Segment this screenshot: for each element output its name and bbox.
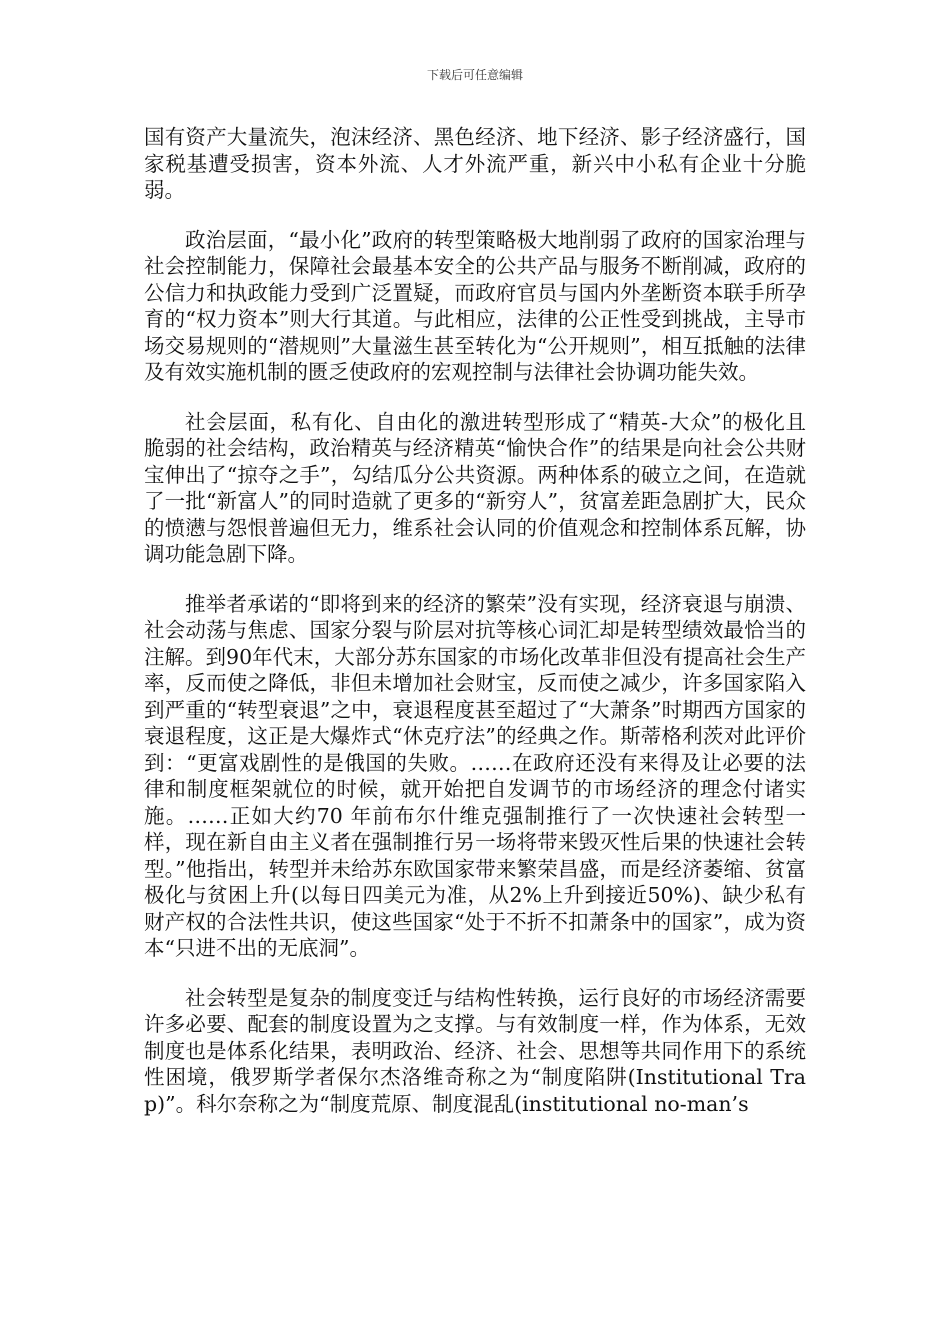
- paragraph-3: 社会层面，私有化、自由化的激进转型形成了“精英-大众”的极化且脆弱的社会结构，政治精英与经济精英“愉快合作”的结果是向社会公共财宝伸出了“掠夺之手”，勾结瓜分公共资源。两种体系的破立之间，在造就了一批“新富人”的同时造就了更多的“新穷人”，贫富差距急剧扩大，民众的愤懑与怨恨普遍但无力，维系社会认同的价值观念和控制体系瓦解，协调功能急剧下降。: [144, 409, 806, 566]
- paragraph-1: 国有资产大量流失，泡沫经济、黑色经济、地下经济、影子经济盛行，国家税基遭受损害，资本外流、人才外流严重，新兴中小私有企业十分脆弱。: [144, 125, 806, 202]
- page-header: 下载后可任意编辑: [426, 68, 523, 82]
- document-body: [144, 124, 806, 1140]
- paragraph-2: 政治层面，“最小化”政府的转型策略极大地削弱了政府的国家治理与社会控制能力，保障社会最基本安全的公共产品与服务不断削减，政府的公信力和执政能力受到广泛置疑，而政府官员与国内外垄断资本联手所孕育的“权力资本”则大行其道。与此相应，法律的公正性受到挑战，主导市场交易规则的“潜规则”大量滋生甚至转化为“公开规则”，相互抵触的法律及有效实施机制的匮乏使政府的宏观控制与法律社会协调功能失效。: [144, 227, 806, 384]
- paragraph-4: 推举者承诺的“即将到来的经济的繁荣”没有实现，经济衰退与崩溃、社会动荡与焦虑、国家分裂与阶层对抗等核心词汇却是转型绩效最恰当的注解。到90年代末，大部分苏东国家的市场化改革非但没有提高社会生产率，反而使之降低，非但未增加社会财宝，反而使之减少，许多国家陷入到严重的“转型衰退”之中，衰退程度甚至超过了“大萧条”时期西方国家的衰退程度，这正是大爆炸式“休克疗法”的经典之作。斯蒂格利茨对此评价到：“更富戏剧性的是俄国的失败。……在政府还没有来得及让必要的法律和制度框架就位的时候，就开始把自发调节的市场经济的理念付诸实施。……正如大约70 年前布尔什维克强制推行了一次快速社会转型一样，现在新自由主义者在强制推行另一场将带来毁灭性后果的快速社会转型。”他指出，转型并未给苏东欧国家带来繁荣昌盛，而是经济萎缩、贫富极化与贫困上升(以每日四美元为准，从2%上升到接近50%)、缺少私有财产权的合法性共识，使这些国家“处于不折不扣萧条中的国家”，成为资本“只进不出的无底洞”。: [144, 591, 806, 960]
- paragraph-5: 社会转型是复杂的制度变迁与结构性转换，运行良好的市场经济需要许多必要、配套的制度设置为之支撑。与有效制度一样，作为体系，无效制度也是体系化结果，表明政治、经济、社会、思想等共同作用下的系统性困境，俄罗斯学者保尔杰洛维奇称之为“制度陷阱(Institutional Trap)”。科尔奈称之为“制度荒原、制度混乱(institutional no-man’s: [144, 985, 806, 1116]
